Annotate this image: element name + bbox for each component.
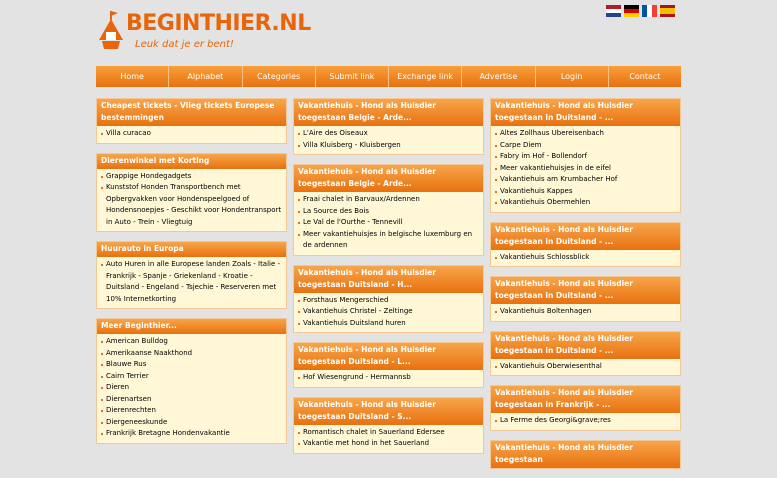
category-title[interactable]: Vakantiehuis - Hond als Huisdier toegestaan in Duitsland - ... bbox=[491, 277, 680, 304]
right-column bbox=[490, 98, 681, 478]
category-title[interactable]: Cheapest tickets - Vlieg tickets Europese bestemmingen bbox=[97, 99, 286, 126]
list-item-link[interactable]: Romantisch chalet in Sauerland Edersee bbox=[297, 427, 480, 439]
category-title[interactable]: Vakantiehuis - Hond als Huisdier toegestaan Duitsland - S... bbox=[294, 398, 483, 425]
list-item-link[interactable]: Altes Zollhaus Ubereisenbach bbox=[494, 128, 677, 140]
list-item-link[interactable]: Diergeneeskunde bbox=[100, 417, 283, 429]
category-link-list bbox=[491, 126, 680, 212]
logo-tagline: Leuk dat je er bent! bbox=[135, 39, 234, 50]
category-title[interactable]: Vakantiehuis - Hond als Huisdier toegestaan in Duitsland - ... bbox=[491, 332, 680, 359]
list-item-link[interactable]: Vakantiehuis Schlossblick bbox=[494, 252, 677, 264]
list-item-link[interactable]: Auto Huren in alle Europese landen Zoals - Italie - Frankrijk - Spanje - Griekenland - Kroatie - Duitsland - Engeland - Tsjechie - Reserveren met 10% Internetkorting bbox=[100, 259, 283, 305]
link-category-box bbox=[293, 342, 484, 388]
list-item-link[interactable]: Villa curacao bbox=[100, 128, 283, 140]
category-title[interactable]: Vakantiehuis - Hond als Huisdier toegestaan Duitsland - H... bbox=[294, 266, 483, 293]
link-category-box bbox=[490, 440, 681, 469]
category-link-list bbox=[97, 169, 286, 232]
spanish-flag-icon[interactable] bbox=[660, 5, 675, 17]
category-link-list bbox=[294, 425, 483, 453]
nav-login[interactable]: Login bbox=[536, 66, 609, 87]
list-item-link[interactable]: Forsthaus Mengerschied bbox=[297, 295, 480, 307]
nav-submit-link[interactable]: Submit link bbox=[316, 66, 389, 87]
list-item-link[interactable]: Fabry im Hof - Bollendorf bbox=[494, 151, 677, 163]
list-item-link[interactable]: Vakantiehuis Duitsland huren bbox=[297, 318, 480, 330]
dutch-flag-icon[interactable] bbox=[606, 5, 621, 17]
list-item-link[interactable]: Dierenrechten bbox=[100, 405, 283, 417]
category-title[interactable]: Huurauto in Europa bbox=[97, 242, 286, 257]
link-category-box bbox=[293, 265, 484, 334]
category-title[interactable]: Vakantiehuis - Hond als Huisdier toegestaan Duitsland - L... bbox=[294, 343, 483, 370]
french-flag-icon[interactable] bbox=[642, 5, 657, 17]
link-category-box bbox=[293, 98, 484, 155]
list-item-link[interactable]: Carpe Diem bbox=[494, 140, 677, 152]
category-link-list bbox=[294, 192, 483, 255]
link-category-box bbox=[96, 318, 287, 444]
list-item-link[interactable]: Vakantiehuis Boltenhagen bbox=[494, 306, 677, 318]
list-item-link[interactable]: Grappige Hondegadgets bbox=[100, 171, 283, 183]
category-title[interactable]: Vakantiehuis - Hond als Huisdier toegestaan in Duitsland - ... bbox=[491, 99, 680, 126]
german-flag-icon[interactable] bbox=[624, 5, 639, 17]
category-link-list bbox=[294, 293, 483, 333]
list-item-link[interactable]: Meer vakantiehuisjes in de eifel bbox=[494, 163, 677, 175]
category-title[interactable]: Meer Beginthier... bbox=[97, 319, 286, 334]
category-title[interactable]: Vakantiehuis - Hond als Huisdier toegestaan Belgie - Arde... bbox=[294, 165, 483, 192]
house-arrow-logo-icon bbox=[98, 10, 124, 50]
category-link-list bbox=[491, 250, 680, 267]
list-item-link[interactable]: Cairn Terrier bbox=[100, 371, 283, 383]
list-item-link[interactable]: La Ferme des Georgi&grave;res bbox=[494, 415, 677, 427]
list-item-link[interactable]: Fraai chalet in Barvaux/Ardennen bbox=[297, 194, 480, 206]
list-item-link[interactable]: Blauwe Rus bbox=[100, 359, 283, 371]
list-item-link[interactable]: Hof Wiesengrund - Hermannsb bbox=[297, 372, 480, 384]
list-item-link[interactable]: Amerikaanse Naakthond bbox=[100, 348, 283, 360]
link-category-box bbox=[490, 98, 681, 213]
category-link-list bbox=[97, 334, 286, 443]
nav-contact[interactable]: Contact bbox=[629, 72, 661, 81]
category-title[interactable]: Vakantiehuis - Hond als Huisdier toegestaan in Frankrijk - ... bbox=[491, 386, 680, 413]
list-item-link[interactable]: Dierenartsen bbox=[100, 394, 283, 406]
list-item-link[interactable]: Kunststof Honden Transportbench met Opbergvakken voor Hondenspeelgoed of Hondensnoepjes - Geschikt voor Hondentransport in Auto - Trein - Vliegtuig bbox=[100, 182, 283, 228]
nav-home[interactable]: Home bbox=[96, 66, 169, 87]
category-link-list bbox=[97, 126, 286, 143]
list-item-link[interactable]: Meer vakantiehuisjes in belgische luxemburg en de ardennen bbox=[297, 229, 480, 252]
nav-categories[interactable]: Categories bbox=[243, 66, 316, 87]
link-category-box bbox=[490, 222, 681, 268]
link-category-box bbox=[96, 241, 287, 309]
category-link-list bbox=[294, 126, 483, 154]
category-link-list bbox=[294, 370, 483, 387]
link-category-box bbox=[293, 397, 484, 454]
nav-exchange-link[interactable]: Exchange link bbox=[389, 66, 462, 87]
left-column bbox=[96, 98, 287, 453]
site-logo[interactable] bbox=[98, 8, 311, 56]
list-item-link[interactable]: Vakantiehuis am Krumbacher Hof bbox=[494, 174, 677, 186]
list-item-link[interactable]: Vakantiehuis Christel - Zeltinge bbox=[297, 306, 480, 318]
list-item-link[interactable]: Vakantiehuis Obermehlen bbox=[494, 197, 677, 209]
list-item-link[interactable]: Vakantiehuis Kappes bbox=[494, 186, 677, 198]
link-category-box bbox=[96, 98, 287, 144]
list-item-link[interactable]: American Bulldog bbox=[100, 336, 283, 348]
list-item-link[interactable]: L'Aire des Oiseaux bbox=[297, 128, 480, 140]
list-item-link[interactable]: Le Val de l'Ourthe - Tennevill bbox=[297, 217, 480, 229]
nav-advertise[interactable]: Advertise bbox=[462, 66, 535, 87]
category-title[interactable]: Vakantiehuis - Hond als Huisdier toegestaan Belgie - Arde... bbox=[294, 99, 483, 126]
category-link-list bbox=[491, 304, 680, 321]
list-item-link[interactable]: La Source des Bois bbox=[297, 206, 480, 218]
link-category-box bbox=[293, 164, 484, 256]
category-title[interactable]: Vakantiehuis - Hond als Huisdier toegestaan bbox=[491, 441, 680, 468]
category-link-list bbox=[491, 413, 680, 430]
list-item-link[interactable]: Vakantie met hond in het Sauerland bbox=[297, 438, 480, 450]
link-category-box bbox=[96, 153, 287, 233]
language-flags bbox=[606, 5, 675, 19]
main-navigation bbox=[96, 66, 681, 87]
link-category-box bbox=[490, 385, 681, 431]
link-category-box bbox=[490, 276, 681, 322]
list-item-link[interactable]: Villa Kluisberg - Kluisbergen bbox=[297, 140, 480, 152]
category-link-list bbox=[491, 359, 680, 376]
category-title[interactable]: Vakantiehuis - Hond als Huisdier toegestaan in Duitsland - ... bbox=[491, 223, 680, 250]
category-link-list bbox=[97, 257, 286, 308]
nav-alphabet[interactable]: Alphabet bbox=[169, 66, 242, 87]
link-category-box bbox=[490, 331, 681, 377]
list-item-link[interactable]: Vakantiehuis Oberwiesenthal bbox=[494, 361, 677, 373]
logo-title: BEGINTHIER.NL bbox=[126, 11, 311, 36]
list-item-link[interactable]: Dieren bbox=[100, 382, 283, 394]
middle-column bbox=[293, 98, 484, 463]
category-title[interactable]: Dierenwinkel met Korting bbox=[97, 154, 286, 169]
list-item-link[interactable]: Frankrijk Bretagne Hondenvakantie bbox=[100, 428, 283, 440]
